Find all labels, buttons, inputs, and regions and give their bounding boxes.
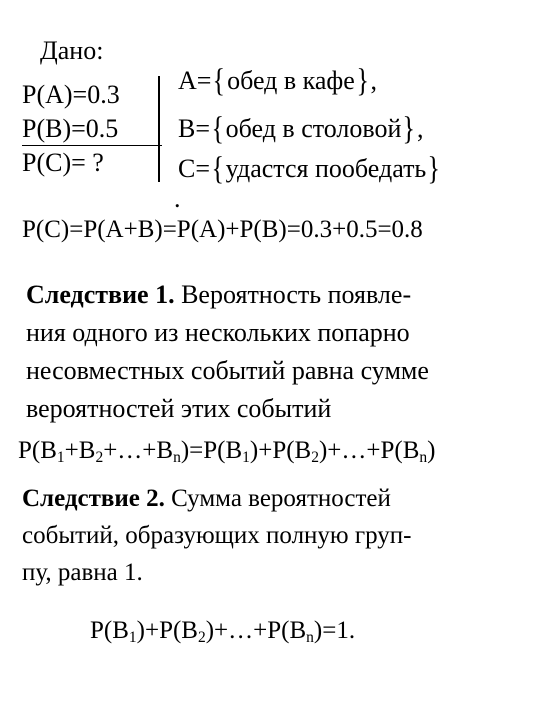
solution-formula: P(C)=P(A+B)=P(A)+P(B)=0.3+0.5=0.8	[22, 216, 423, 243]
corollary2-text1: Сумма вероятностей	[171, 485, 391, 512]
event-b-open-brace: {	[211, 111, 225, 147]
given-title: Дано:	[40, 36, 104, 65]
formula2-part: )+P(B	[136, 617, 198, 644]
formula1-part: )+…+P(B	[318, 437, 420, 464]
formula1-sub: 2	[311, 448, 319, 466]
formula2-sub: 2	[197, 628, 206, 646]
formula1-sub: n	[419, 448, 428, 466]
event-b-name: B=	[178, 114, 211, 144]
event-b-text: обед в столовой	[225, 114, 402, 144]
event-a	[178, 63, 377, 99]
formula1-part: )=P(B	[180, 437, 243, 464]
corollary1-heading: Следствие 1.	[26, 280, 175, 309]
formula1-sub: 1	[242, 448, 250, 466]
event-c-close-brace: }	[427, 151, 441, 187]
formula1-sub: 2	[95, 448, 104, 466]
given-p-c: P(C)= ?	[22, 148, 104, 177]
given-p-a: P(A)=0.3	[22, 80, 120, 109]
corollary1-text1: Вероятность появле-	[181, 280, 412, 309]
formula2-part: )=1.	[313, 617, 356, 644]
given-divider	[158, 76, 160, 182]
corollary1-line3: несовместных событий равна сумме	[26, 356, 429, 385]
formula1-sub: n	[173, 448, 181, 466]
corollary1-line4: вероятностей этих событий	[26, 394, 332, 423]
given-underline	[22, 145, 162, 146]
corollary2-line2: событий, образующих полную груп-	[22, 522, 412, 549]
given-p-b: P(B)=0.5	[22, 114, 119, 143]
event-c-open-brace: {	[211, 151, 225, 187]
formula1-sub: 1	[56, 448, 65, 466]
corollary2-line3: пу, равна 1.	[22, 559, 143, 586]
corollary1-line2: ния одного из нескольких попарно	[26, 318, 410, 347]
event-b-tail: ,	[417, 114, 424, 144]
formula2-part: )+…+P(B	[205, 617, 307, 644]
event-a-open-brace: {	[213, 63, 226, 99]
formula1-part: P(B	[18, 437, 57, 464]
event-a-text: обед в кафе	[227, 66, 355, 96]
corollary2-heading: Следствие 2.	[22, 485, 165, 512]
formula2-sub: n	[306, 628, 314, 646]
corollary1-line1	[26, 282, 411, 308]
formula1-part: )	[427, 437, 436, 464]
event-b-close-brace: }	[402, 111, 416, 147]
event-a-tail: ,	[370, 66, 377, 96]
formula1-part: +…+B	[103, 437, 174, 464]
formula2-part: P(B	[90, 617, 129, 644]
corollary2-line1	[22, 486, 391, 511]
event-b	[178, 111, 424, 147]
stray-dot: .	[174, 184, 181, 213]
formula1	[18, 437, 436, 466]
event-a-name: A=	[178, 66, 212, 96]
event-c-name: C=	[178, 154, 211, 184]
formula1-part: +B	[64, 437, 96, 464]
formula1-part: )+P(B	[249, 437, 312, 464]
formula2-sub: 1	[128, 628, 137, 646]
event-c	[178, 151, 442, 187]
formula2	[90, 617, 356, 646]
event-a-close-brace: }	[356, 63, 369, 99]
event-c-text: удастся пообедать	[225, 154, 427, 184]
